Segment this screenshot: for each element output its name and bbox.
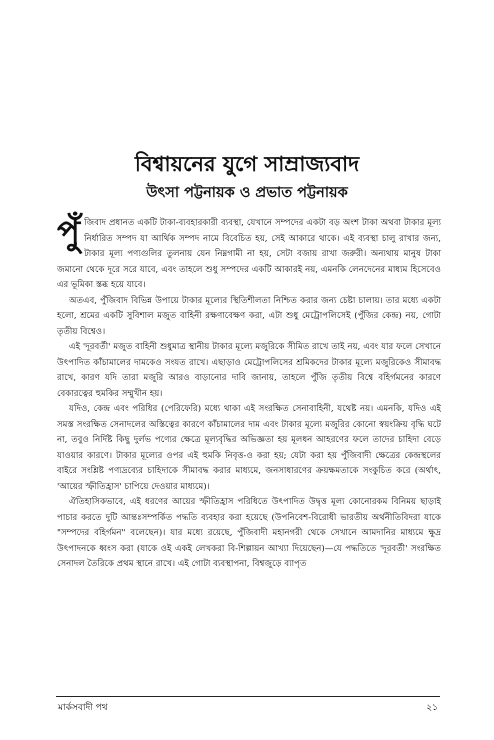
paragraph-text: জিবাদ প্রধানত একটি টাকা-ব্যবহারকারী ব্যবস্থা, যেখানে সম্পদের একটা বড় অংশ টাকা অথবা টাকার মূল্য নির্ধারিত সম্পদ যা আর্থিক সম্পদ নামে বিবেচিত হয়, সেই আকারে থাকে। এই ব্যবস্থা চালু রাখার জন্য, টাকার মূল্য পণ্যগুলির তুলনায় যেন নিম্নগামী না হয়, সেটা বজায় রাখা জরুরী। অন্যথায় মানুষ টাকা জমানো থেকে দূরে সরে যাবে, এবং তাহলে শুধু সম্পদের একটি আকারই নয়, এমনকি লেনদেনের মাধ্যম হিসেবেও এর ভূমিকা স্তব্ধ হয়ে যাবে।: [57, 218, 441, 290]
page-number: ২১: [426, 703, 438, 713]
paragraph-2: অতএব, পুঁজিবাদ বিভিন্ন উপায়ে টাকার মূল্যের স্থিতিশীলতা নিশ্চিত করার জন্য চেষ্টা চালায়। তার মধ্যে একটা হলো, শ্রমের একটি সুবিশাল মজুত বাহিনী রক্ষণাবেক্ষণ করা, এটা শুধু মেট্রোপলিসেই (পুঁজির কেন্দ্র) নয়, গোটা তৃতীয় বিশ্বেও।: [57, 295, 441, 337]
article-authors: উৎসা পট্টনায়ক ও প্রভাত পট্টনায়ক: [146, 185, 348, 201]
footer-journal-name: মার্কসবাদী পথ: [58, 703, 108, 713]
footer-divider: [56, 696, 440, 697]
paragraph-4: যদিও, কেন্দ্র এবং পরিধির (পেরিফেরি) মধ্যে থাকা এই সংরক্ষিত সেনাবাহিনী, যথেষ্ট নয়। এমনকি, যদিও এই সমস্ত সংরক্ষিত সেনাদলের অস্তিত্বের কারণে কাঁচামালের দাম এবং টাকার মূল্যে মজুরির কোনো স্বয়ংক্রিয় বৃদ্ধি ঘটে না, তবুও নির্দিষ্ট কিছু দুর্লভ পণ্যের ক্ষেত্রে মূল্যবৃদ্ধির অভিজ্ঞতা হয় মূলধন আহরণের ফলে তাদের চাহিদা বেড়ে যাওয়ার কারণে। টাকার মূল্যের ওপর এই হুমকি নিবৃত্ত-ও করা হয়; যেটা করা হয় পুঁজিবাদী ক্ষেত্রের কেন্দ্রস্থলের বাইরে সংশ্লিষ্ট পণ্যদ্রব্যের চাহিদাকে সীমাবদ্ধ করার মাধ্যমে, জনসাধারণের ক্রয়ক্ষমতাকে সংকুচিত করে (অর্থাৎ, 'আয়ের স্ফীতিহ্রাস' চাপিয়ে দেওয়ার মাধ্যমে)।: [57, 404, 441, 492]
paragraph-1: [57, 213, 441, 294]
article-body: [57, 213, 441, 573]
article-title: বিশ্বায়নের যুগে সাম্রাজ্যবাদ: [134, 152, 360, 176]
paragraph-3: এই 'দূরবর্তী' মজুত বাহিনী শুধুমাত্র স্থানীয় টাকার মূল্যে মজুরিকে সীমিত রাখে তাই নয়, এবং যার ফলে সেখানে উৎপাদিত কাঁচামালের দামকেও সংযত রাখে। এছাড়াও মেট্রোপলিসের শ্রমিকদের টাকার মূল্যে মজুরিকেও সীমাবদ্ধ রাখে, কারণ যদি তারা মজুরি আরও বাড়ানোর দাবি জানায়, তাহলে পুঁজি তৃতীয় বিশ্বে বহির্গমনের কারণে বেকারত্বের হুমকির সম্মুখীন হয়।: [57, 342, 441, 399]
paragraph-5: ঐতিহাসিকভাবে, এই ধরণের আয়ের স্ফীতিহ্রাস পরিধিতে উৎপাদিত উদ্বৃত্ত মূল্য কোনোরকম বিনিময় ছাড়াই পাচার করতে দুটি আন্তঃসম্পর্কিত পদ্ধতি ব্যবহার করা হয়েছে (উপনিবেশ-বিরোধী ভারতীয় অর্থনীতিবিদরা যাকে "সম্পদের বহির্গমন" বলেছেন)। যার মধ্যে রয়েছে, পুঁজিবাদী মহানগরী থেকে সেখানে আমদানির মাধ্যমে ক্ষুদ্র উৎপাদনকে ধ্বংস করা (যাকে ওই একই লেখকরা বি-শিল্পায়ন আখ্যা দিয়েছেন)—যে পদ্ধতিতে 'দূরবর্তী' সংরক্ষিত সেনাদল তৈরিকে প্রথম স্থানে রাখে। এই গোটা ব্যবস্থাপনা, বিশ্বজুড়ে ব্যাপৃত: [57, 497, 441, 569]
drop-cap: পুঁ: [57, 213, 81, 253]
